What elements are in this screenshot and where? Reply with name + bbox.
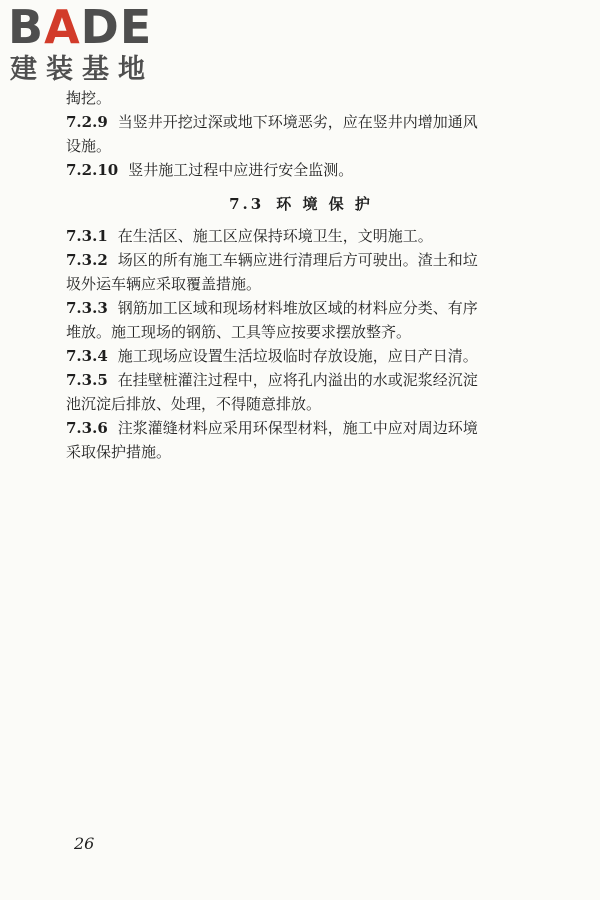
clause-text-continued: 圾外运车辆应采取覆盖措施。 [66, 275, 262, 293]
clause-text: 钢筋加工区域和现场材料堆放区域的材料应分类、有序 [117, 299, 478, 317]
page-number: 26 [74, 834, 95, 853]
clause-7-3-3 [66, 296, 536, 344]
logo-wordmark [8, 2, 152, 52]
clause-7-3-6 [66, 416, 536, 464]
clause-text-continued: 池沉淀后排放、处理，不得随意排放。 [66, 395, 322, 413]
section-heading [66, 192, 536, 216]
clause-number: 7.3.3 [66, 299, 108, 317]
clause-number: 7.3.4 [66, 347, 108, 365]
document-body [66, 86, 536, 464]
logo-letter-b: B [8, 0, 45, 54]
continuation-text: 掏挖。 [66, 89, 112, 107]
clause-text-continued: 堆放。施工现场的钢筋、工具等应按要求摆放整齐。 [66, 323, 412, 341]
section-number: 7.3 [229, 195, 265, 213]
bade-logo [8, 2, 183, 88]
clause-text: 注浆灌缝材料应采用环保型材料，施工中应对周边环境 [117, 419, 478, 437]
logo-letters-de: DE [80, 0, 153, 54]
clause-number: 7.3.5 [66, 371, 108, 389]
clause-text: 在生活区、施工区应保持环境卫生，文明施工。 [117, 227, 433, 245]
clause-number: 7.2.10 [66, 161, 119, 179]
clause-text: 竖井施工过程中应进行安全监测。 [128, 161, 354, 179]
clause-7-3-5 [66, 368, 536, 416]
logo-subtitle: 建装基地 [10, 54, 154, 85]
clause-7-3-4 [66, 344, 536, 368]
clause-7-2-9 [66, 110, 536, 158]
clause-text: 在挂壁桩灌注过程中，应将孔内溢出的水或泥浆经沉淀 [117, 371, 478, 389]
clause-text: 当竖井开挖过深或地下环境恶劣，应在竖井内增加通风 [117, 113, 478, 131]
clause-7-2-10 [66, 158, 536, 182]
clause-number: 7.2.9 [66, 113, 108, 131]
clause-number: 7.3.1 [66, 227, 108, 245]
clause-number: 7.3.2 [66, 251, 108, 269]
clause-7-3-2 [66, 248, 536, 296]
logo-letter-a: A [44, 0, 81, 54]
section-title-text: 环 境 保 护 [276, 195, 373, 213]
clause-7-3-1 [66, 224, 536, 248]
clause-number: 7.3.6 [66, 419, 108, 437]
clause-text-continued: 设施。 [66, 137, 112, 155]
clause-text: 施工现场应设置生活垃圾临时存放设施，应日产日清。 [117, 347, 478, 365]
clause-text-continued: 采取保护措施。 [66, 443, 172, 461]
clause-text: 场区的所有施工车辆应进行清理后方可驶出。渣土和垃 [117, 251, 478, 269]
